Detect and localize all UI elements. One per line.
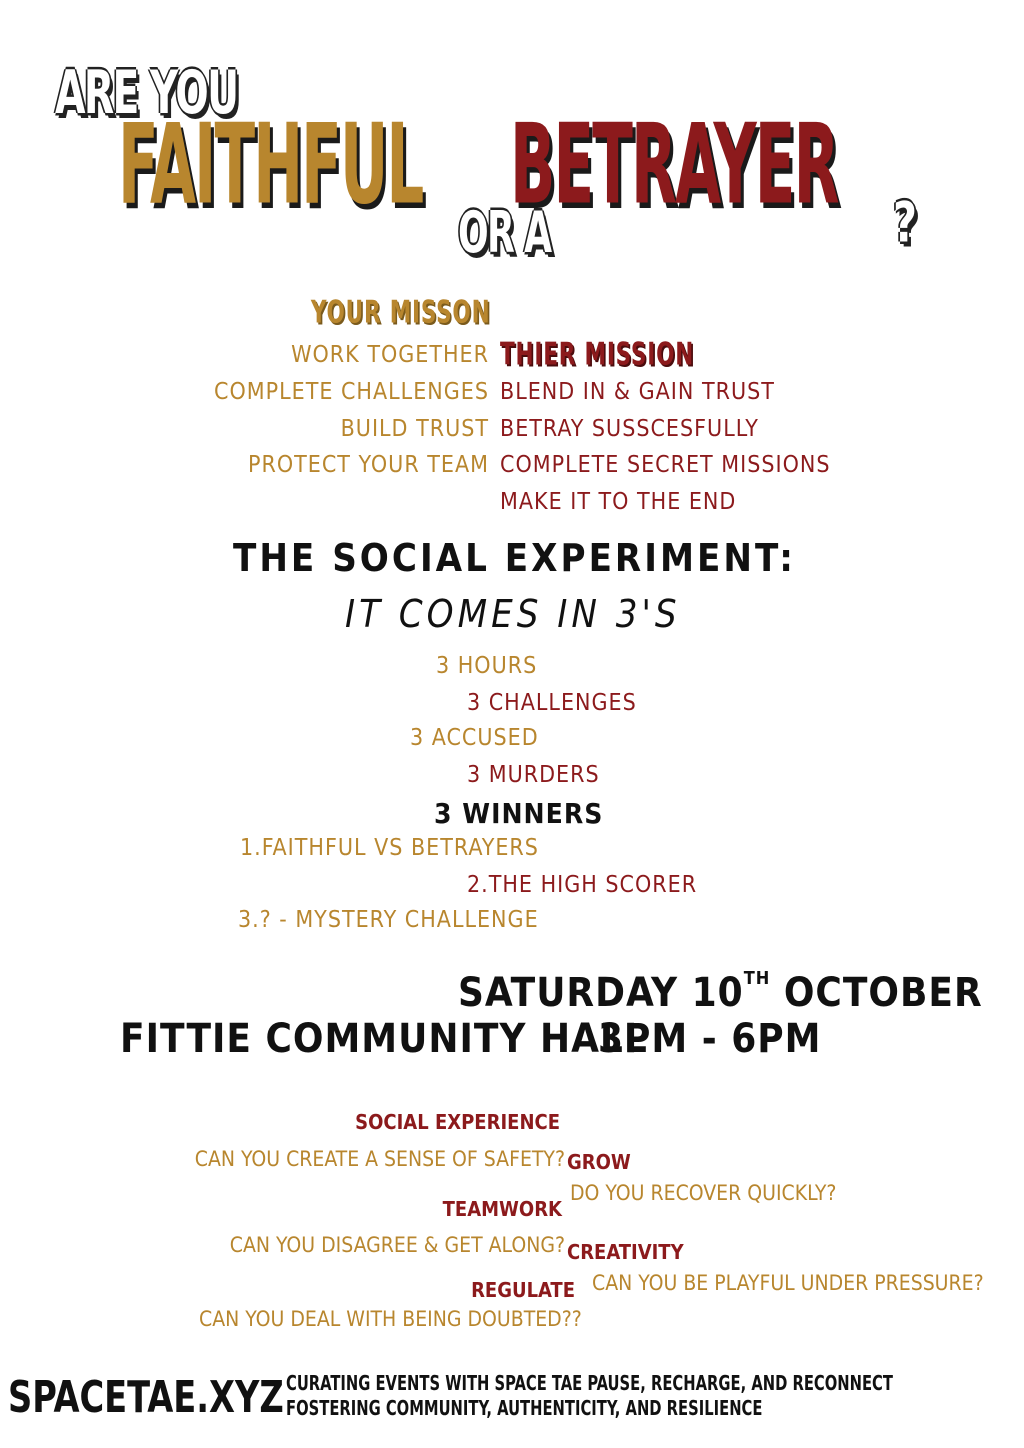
your-mission-item: PROTECT YOUR TEAM <box>248 452 489 478</box>
your-mission-item: WORK TOGETHER <box>291 342 489 368</box>
winner-item: 1.FAITHFUL VS BETRAYERS <box>240 835 539 861</box>
question-disagree: CAN YOU DISAGREE & GET ALONG? <box>229 1233 565 1257</box>
footer-line-2: FOSTERING COMMUNITY, AUTHENTICITY, AND RESILIENCE <box>286 1396 763 1420</box>
event-date <box>458 968 983 1016</box>
event-date-prefix: SATURDAY 10 <box>458 970 744 1016</box>
event-date-suffix: OCTOBER <box>770 970 983 1016</box>
quality-grow: GROW <box>567 1150 631 1174</box>
winner-item: 3.? - MYSTERY CHALLENGE <box>238 907 539 933</box>
experiment-line: 3 HOURS <box>436 653 538 679</box>
your-mission-title: YOUR MISSON <box>310 294 490 331</box>
quality-creativity: CREATIVITY <box>567 1240 684 1264</box>
experiment-title: THE SOCIAL EXPERIMENT: <box>233 536 796 580</box>
quality-social-experience: SOCIAL EXPERIENCE <box>355 1110 560 1134</box>
your-mission-item: BUILD TRUST <box>340 416 489 442</box>
event-venue: FITTIE COMMUNITY HALL <box>120 1016 648 1062</box>
their-mission-item: BLEND IN & GAIN TRUST <box>500 379 775 405</box>
question-safety: CAN YOU CREATE A SENSE OF SAFETY? <box>194 1147 565 1171</box>
experiment-line: 3 ACCUSED <box>410 725 539 751</box>
their-mission-title: THIER MISSION <box>500 336 695 373</box>
their-mission-item: COMPLETE SECRET MISSIONS <box>500 452 831 478</box>
experiment-line: 3 MURDERS <box>467 762 600 788</box>
event-date-sup: TH <box>743 968 771 989</box>
winners-title: 3 WINNERS <box>434 797 604 830</box>
quality-teamwork: TEAMWORK <box>442 1197 562 1221</box>
experiment-line: 3 CHALLENGES <box>467 690 637 716</box>
experiment-subtitle: IT COMES IN 3'S <box>345 592 681 636</box>
quality-regulate: REGULATE <box>471 1278 575 1302</box>
event-time: 3PM - 6PM <box>598 1016 822 1062</box>
headline-are-you: ARE YOU <box>55 58 238 128</box>
their-mission-item: MAKE IT TO THE END <box>500 489 737 515</box>
headline-faithful: FAITHFUL <box>118 100 423 229</box>
your-mission-item: COMPLETE CHALLENGES <box>214 379 489 405</box>
winner-item: 2.THE HIGH SCORER <box>467 872 698 898</box>
their-mission-item: BETRAY SUSSCESFULLY <box>500 416 759 442</box>
question-playful: CAN YOU BE PLAYFUL UNDER PRESSURE? <box>592 1271 984 1295</box>
headline-question-mark: ? <box>893 190 917 255</box>
footer-site[interactable]: SPACETAE.XYZ <box>8 1372 284 1423</box>
footer-line-1: CURATING EVENTS WITH SPACE TAE PAUSE, RECHARGE, AND RECONNECT <box>286 1371 893 1395</box>
headline-betrayer: BETRAYER <box>510 100 838 229</box>
headline-or-a: OR A <box>458 200 551 267</box>
question-recover: DO YOU RECOVER QUICKLY? <box>570 1181 837 1205</box>
question-doubted: CAN YOU DEAL WITH BEING DOUBTED?? <box>199 1307 582 1331</box>
